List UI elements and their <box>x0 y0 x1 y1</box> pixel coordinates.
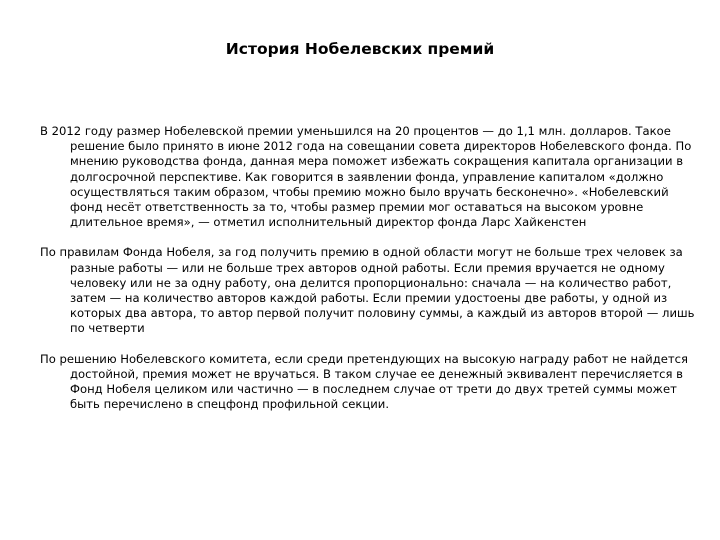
slide-body <box>40 124 696 427</box>
paragraph-prize-reduction: В 2012 году размер Нобелевской премии уменьшился на 20 процентов — до 1,1 млн. долларов. Такое решение было принято в июне 2012 года на совещании совета директоров Нобелевского фонда. По мнению руководства фонда, данная мера поможет избежать сокращения капитала организации в долгосрочной перспективе. Как говорится в заявлении фонда, управление капиталом «должно осуществляться таким образом, чтобы премию можно было вручать бесконечно». «Нобелевский фонд несёт ответственность за то, чтобы размер премии мог оставаться на высоком уровне длительное время», — отметил исполнительный директор фонда Ларс Хайкенстен <box>40 124 692 230</box>
slide-title: История Нобелевских премий <box>225 40 495 58</box>
paragraph-award-rules: По правилам Фонда Нобеля, за год получить премию в одной области могут не больше трех человек за разные работы — или не больше трех авторов одной работы. Если премия вручается не одному человеку или не за одну работу, она делится пропорционально: сначала — на количество работ, затем — на количество авторов каждой работы. Если премии удостоены две работы, у одной из которых два автора, то автор первой получит половину суммы, а каждый из авторов второй — лишь по четверти <box>40 245 695 336</box>
paragraph-no-award: По решению Нобелевского комитета, если среди претендующих на высокую награду работ не найдется достойной, премия может не вручаться. В таком случае ее денежный эквивалент перечисляется в Фонд Нобеля целиком или частично — в последнем случае от трети до двух третей суммы может быть перечислено в спецфонд профильной секции. <box>40 351 688 412</box>
